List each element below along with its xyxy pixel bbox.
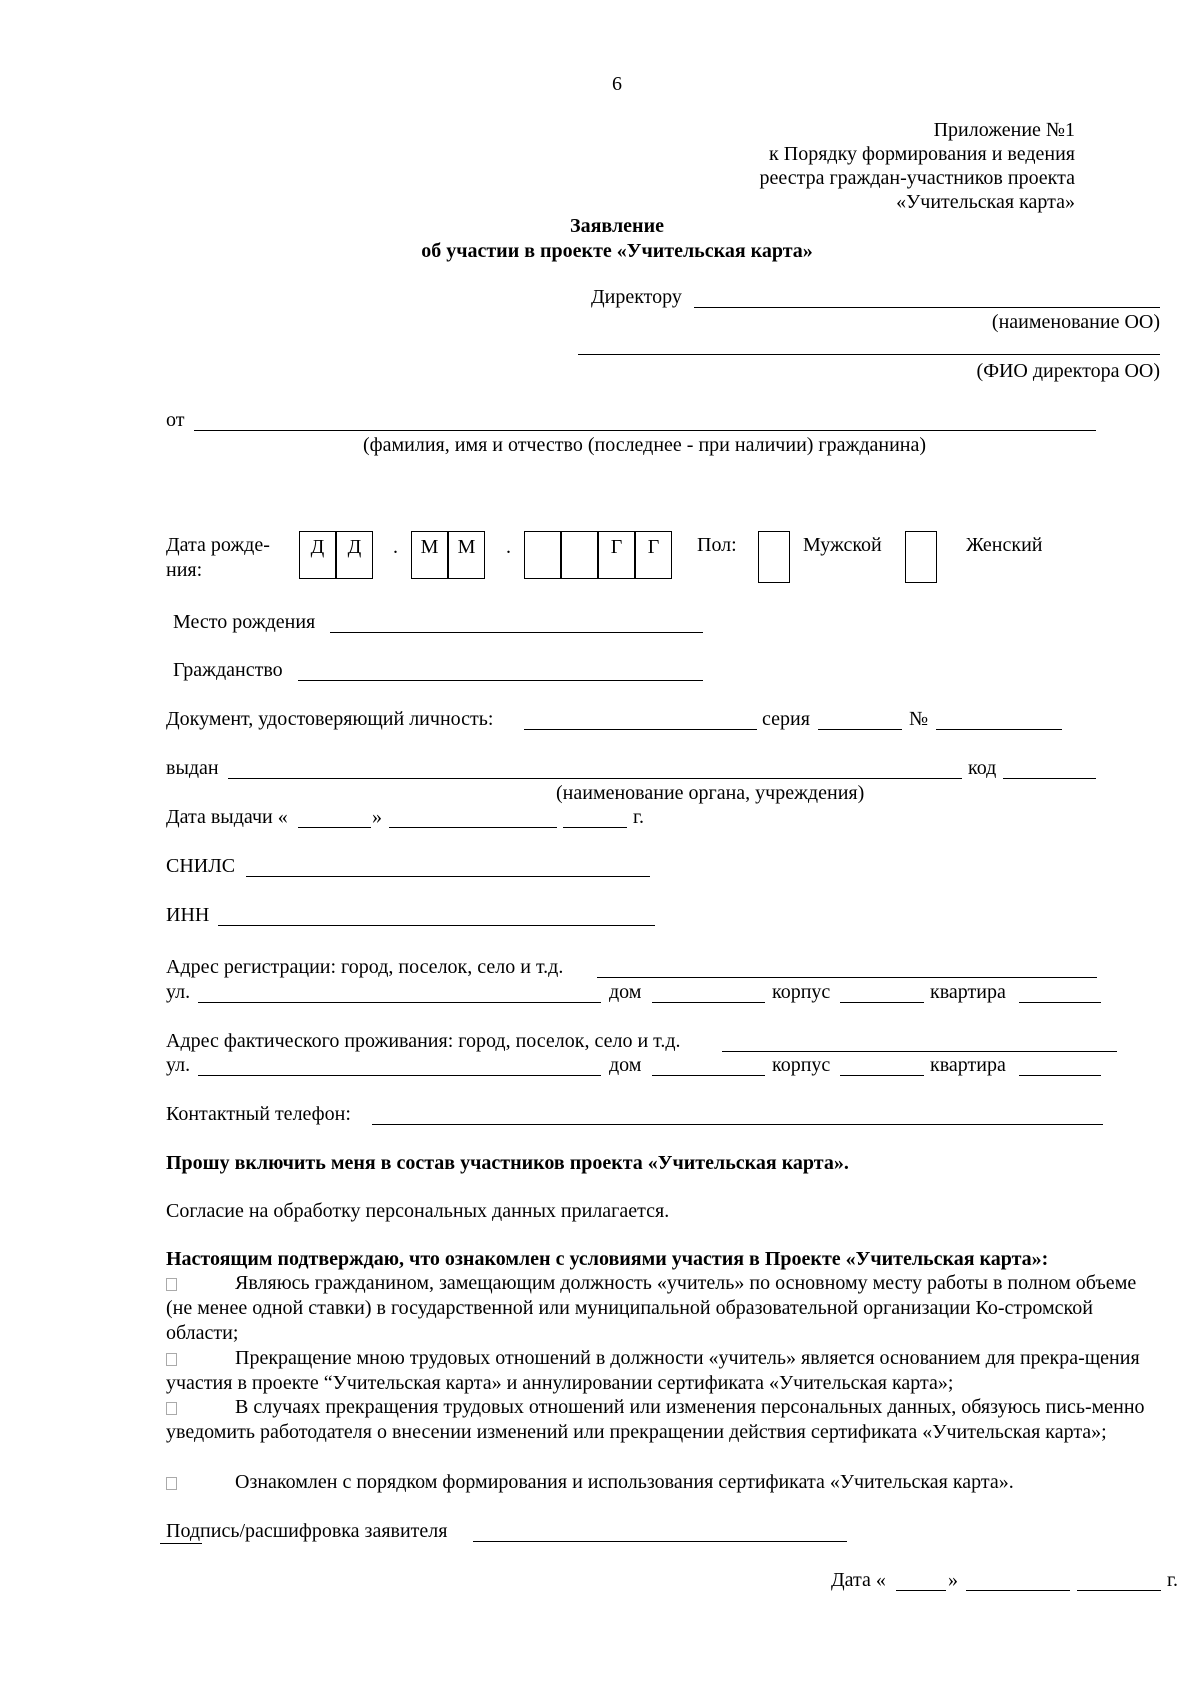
address-reg-label: Адрес регистрации: город, поселок, село и т.д. <box>166 956 564 978</box>
sign-date-month-field[interactable] <box>966 1590 1070 1591</box>
director-org-hint: (наименование ОО) <box>991 311 1160 333</box>
issue-date-year-field[interactable] <box>563 827 627 828</box>
confirm-checkbox-4[interactable] <box>166 1477 177 1490</box>
document-title <box>0 214 1200 264</box>
title-line-2: об участии в проекте «Учительская карта» <box>421 240 813 262</box>
sign-date-day-field[interactable] <box>896 1590 946 1591</box>
birthdate-label-line-1: Дата рожде- <box>166 534 270 556</box>
address-reg-building-field[interactable] <box>840 1002 924 1003</box>
birth-separator-1: . <box>393 536 398 558</box>
snils-label: СНИЛС <box>166 855 236 877</box>
snils-field[interactable] <box>246 876 650 877</box>
document-number-label: № <box>909 708 929 730</box>
appendix-line-4: «Учительская карта» <box>896 191 1075 213</box>
address-reg-apartment-field[interactable] <box>1019 1002 1101 1003</box>
confirm-item-2 <box>166 1346 1166 1396</box>
address-fact-building-label: корпус <box>772 1054 831 1076</box>
sign-date-year-field[interactable] <box>1077 1590 1161 1591</box>
confirm-checkbox-1[interactable] <box>166 1278 177 1291</box>
appendix-line-2: к Порядку формирования и ведения <box>769 143 1075 165</box>
director-org-field[interactable] <box>694 307 1160 308</box>
appendix-line-3: реестра граждан-участников проекта <box>759 167 1075 189</box>
address-reg-city-field[interactable] <box>597 977 1097 978</box>
confirm-item-4 <box>166 1470 1166 1495</box>
signature-label: Подпись/расшифровка заявителя <box>166 1520 448 1542</box>
issue-date-month-field[interactable] <box>389 827 557 828</box>
address-fact-street-field[interactable] <box>198 1075 601 1076</box>
issued-hint: (наименование органа, учреждения) <box>556 782 865 804</box>
phone-field[interactable] <box>372 1124 1103 1125</box>
confirm-heading: Настоящим подтверждаю, что ознакомлен с условиями участия в Проекте «Учительская карта»: <box>166 1248 1049 1270</box>
confirm-item-1 <box>166 1271 1166 1346</box>
birth-year-cell-1[interactable] <box>524 531 561 579</box>
birthplace-field[interactable] <box>330 632 703 633</box>
from-field[interactable] <box>194 430 1096 431</box>
director-label: Директору <box>591 286 682 308</box>
birth-day-cell-2[interactable]: Д <box>336 531 373 579</box>
address-fact-apartment-field[interactable] <box>1019 1075 1101 1076</box>
gender-label: Пол: <box>697 534 737 556</box>
director-fio-hint: (ФИО директора ОО) <box>976 360 1160 382</box>
gender-male-label: Мужской <box>803 534 882 556</box>
confirm-checkbox-2[interactable] <box>166 1353 177 1366</box>
address-reg-building-label: корпус <box>772 981 831 1003</box>
confirm-item-3-text: В случаях прекращения трудовых отношений или изменения персональных данных, обязуюсь пись-менно уведомить работодателя о внесении изменений или прекращении действия сертификата «Учительская карта»; <box>166 1396 1145 1443</box>
issued-by-field[interactable] <box>228 778 962 779</box>
gender-female-checkbox[interactable] <box>905 531 937 583</box>
signature-field[interactable] <box>473 1541 847 1542</box>
appendix-block <box>759 118 1075 214</box>
appendix-line-1: Приложение №1 <box>933 119 1075 141</box>
issue-date-close-quote: » <box>372 806 382 828</box>
confirm-item-2-text: Прекращение мною трудовых отношений в должности «учитель» является основанием для прекра-щения участия в проекте “Учительская карта» и аннулировании сертификата «Учительская карта»; <box>166 1347 1140 1394</box>
from-label: от <box>166 409 185 431</box>
document-series-label: серия <box>762 708 810 730</box>
issue-date-day-field[interactable] <box>298 827 371 828</box>
birthplace-label: Место рождения <box>173 611 316 633</box>
title-line-1: Заявление <box>570 215 664 237</box>
address-fact-apartment-label: квартира <box>930 1054 1006 1076</box>
gender-male-checkbox[interactable] <box>758 531 790 583</box>
address-reg-apartment-label: квартира <box>930 981 1006 1003</box>
issued-code-field[interactable] <box>1003 778 1096 779</box>
confirm-item-1-text: Являюсь гражданином, замещающим должность «учитель» по основному месту работы в полном объеме (не менее одной ставки) в государственной или муниципальной образовательной организации Ко-стромской области; <box>166 1272 1137 1344</box>
signature-underline-mark <box>160 1543 202 1544</box>
confirm-item-4-text: Ознакомлен с порядком формирования и использования сертификата «Учительская карта». <box>235 1471 1014 1493</box>
citizenship-field[interactable] <box>298 680 703 681</box>
document-label: Документ, удостоверяющий личность: <box>166 708 494 730</box>
birth-month-cell-2[interactable]: М <box>448 531 485 579</box>
birth-month-cell-1[interactable]: М <box>411 531 448 579</box>
address-fact-house-field[interactable] <box>652 1075 765 1076</box>
citizenship-label: Гражданство <box>173 659 283 681</box>
inn-label: ИНН <box>166 904 210 926</box>
sign-date-label: Дата « <box>831 1569 886 1591</box>
address-reg-house-field[interactable] <box>652 1002 765 1003</box>
issue-date-year-suffix: г. <box>633 806 644 828</box>
birth-year-cell-4[interactable]: Г <box>635 531 672 579</box>
phone-label: Контактный телефон: <box>166 1103 351 1125</box>
address-reg-street-label: ул. <box>166 981 191 1003</box>
document-number-field[interactable] <box>936 729 1062 730</box>
issue-date-label: Дата выдачи « <box>166 806 288 828</box>
address-reg-street-field[interactable] <box>198 1002 601 1003</box>
address-fact-label: Адрес фактического проживания: город, поселок, село и т.д. <box>166 1030 681 1052</box>
birth-year-cell-2[interactable] <box>561 531 598 579</box>
birth-day-cell-1[interactable]: Д <box>299 531 336 579</box>
confirm-checkbox-3[interactable] <box>166 1402 177 1415</box>
address-fact-building-field[interactable] <box>840 1075 924 1076</box>
from-hint: (фамилия, имя и отчество (последнее - при наличии) гражданина) <box>363 434 927 456</box>
consent-text: Согласие на обработку персональных данных прилагается. <box>166 1200 670 1222</box>
document-series-field[interactable] <box>818 729 902 730</box>
address-fact-street-label: ул. <box>166 1054 191 1076</box>
sign-date-year-suffix: г. <box>1167 1569 1178 1591</box>
page-number: 6 <box>612 73 622 95</box>
address-fact-city-field[interactable] <box>722 1051 1117 1052</box>
inn-field[interactable] <box>218 925 655 926</box>
issued-label: выдан <box>166 757 219 779</box>
director-fio-field[interactable] <box>578 354 1160 355</box>
gender-female-label: Женский <box>966 534 1043 556</box>
birth-separator-2: . <box>506 536 511 558</box>
address-fact-house-label: дом <box>609 1054 642 1076</box>
birth-year-cell-3[interactable]: Г <box>598 531 635 579</box>
address-reg-house-label: дом <box>609 981 642 1003</box>
birthdate-label-line-2: ния: <box>166 559 203 581</box>
request-text: Прошу включить меня в состав участников проекта «Учительская карта». <box>166 1152 849 1174</box>
issued-code-label: код <box>968 757 997 779</box>
birthdate-label <box>166 533 270 583</box>
confirm-item-3 <box>166 1395 1166 1445</box>
document-type-field[interactable] <box>524 729 757 730</box>
sign-date-close-quote: » <box>948 1569 958 1591</box>
